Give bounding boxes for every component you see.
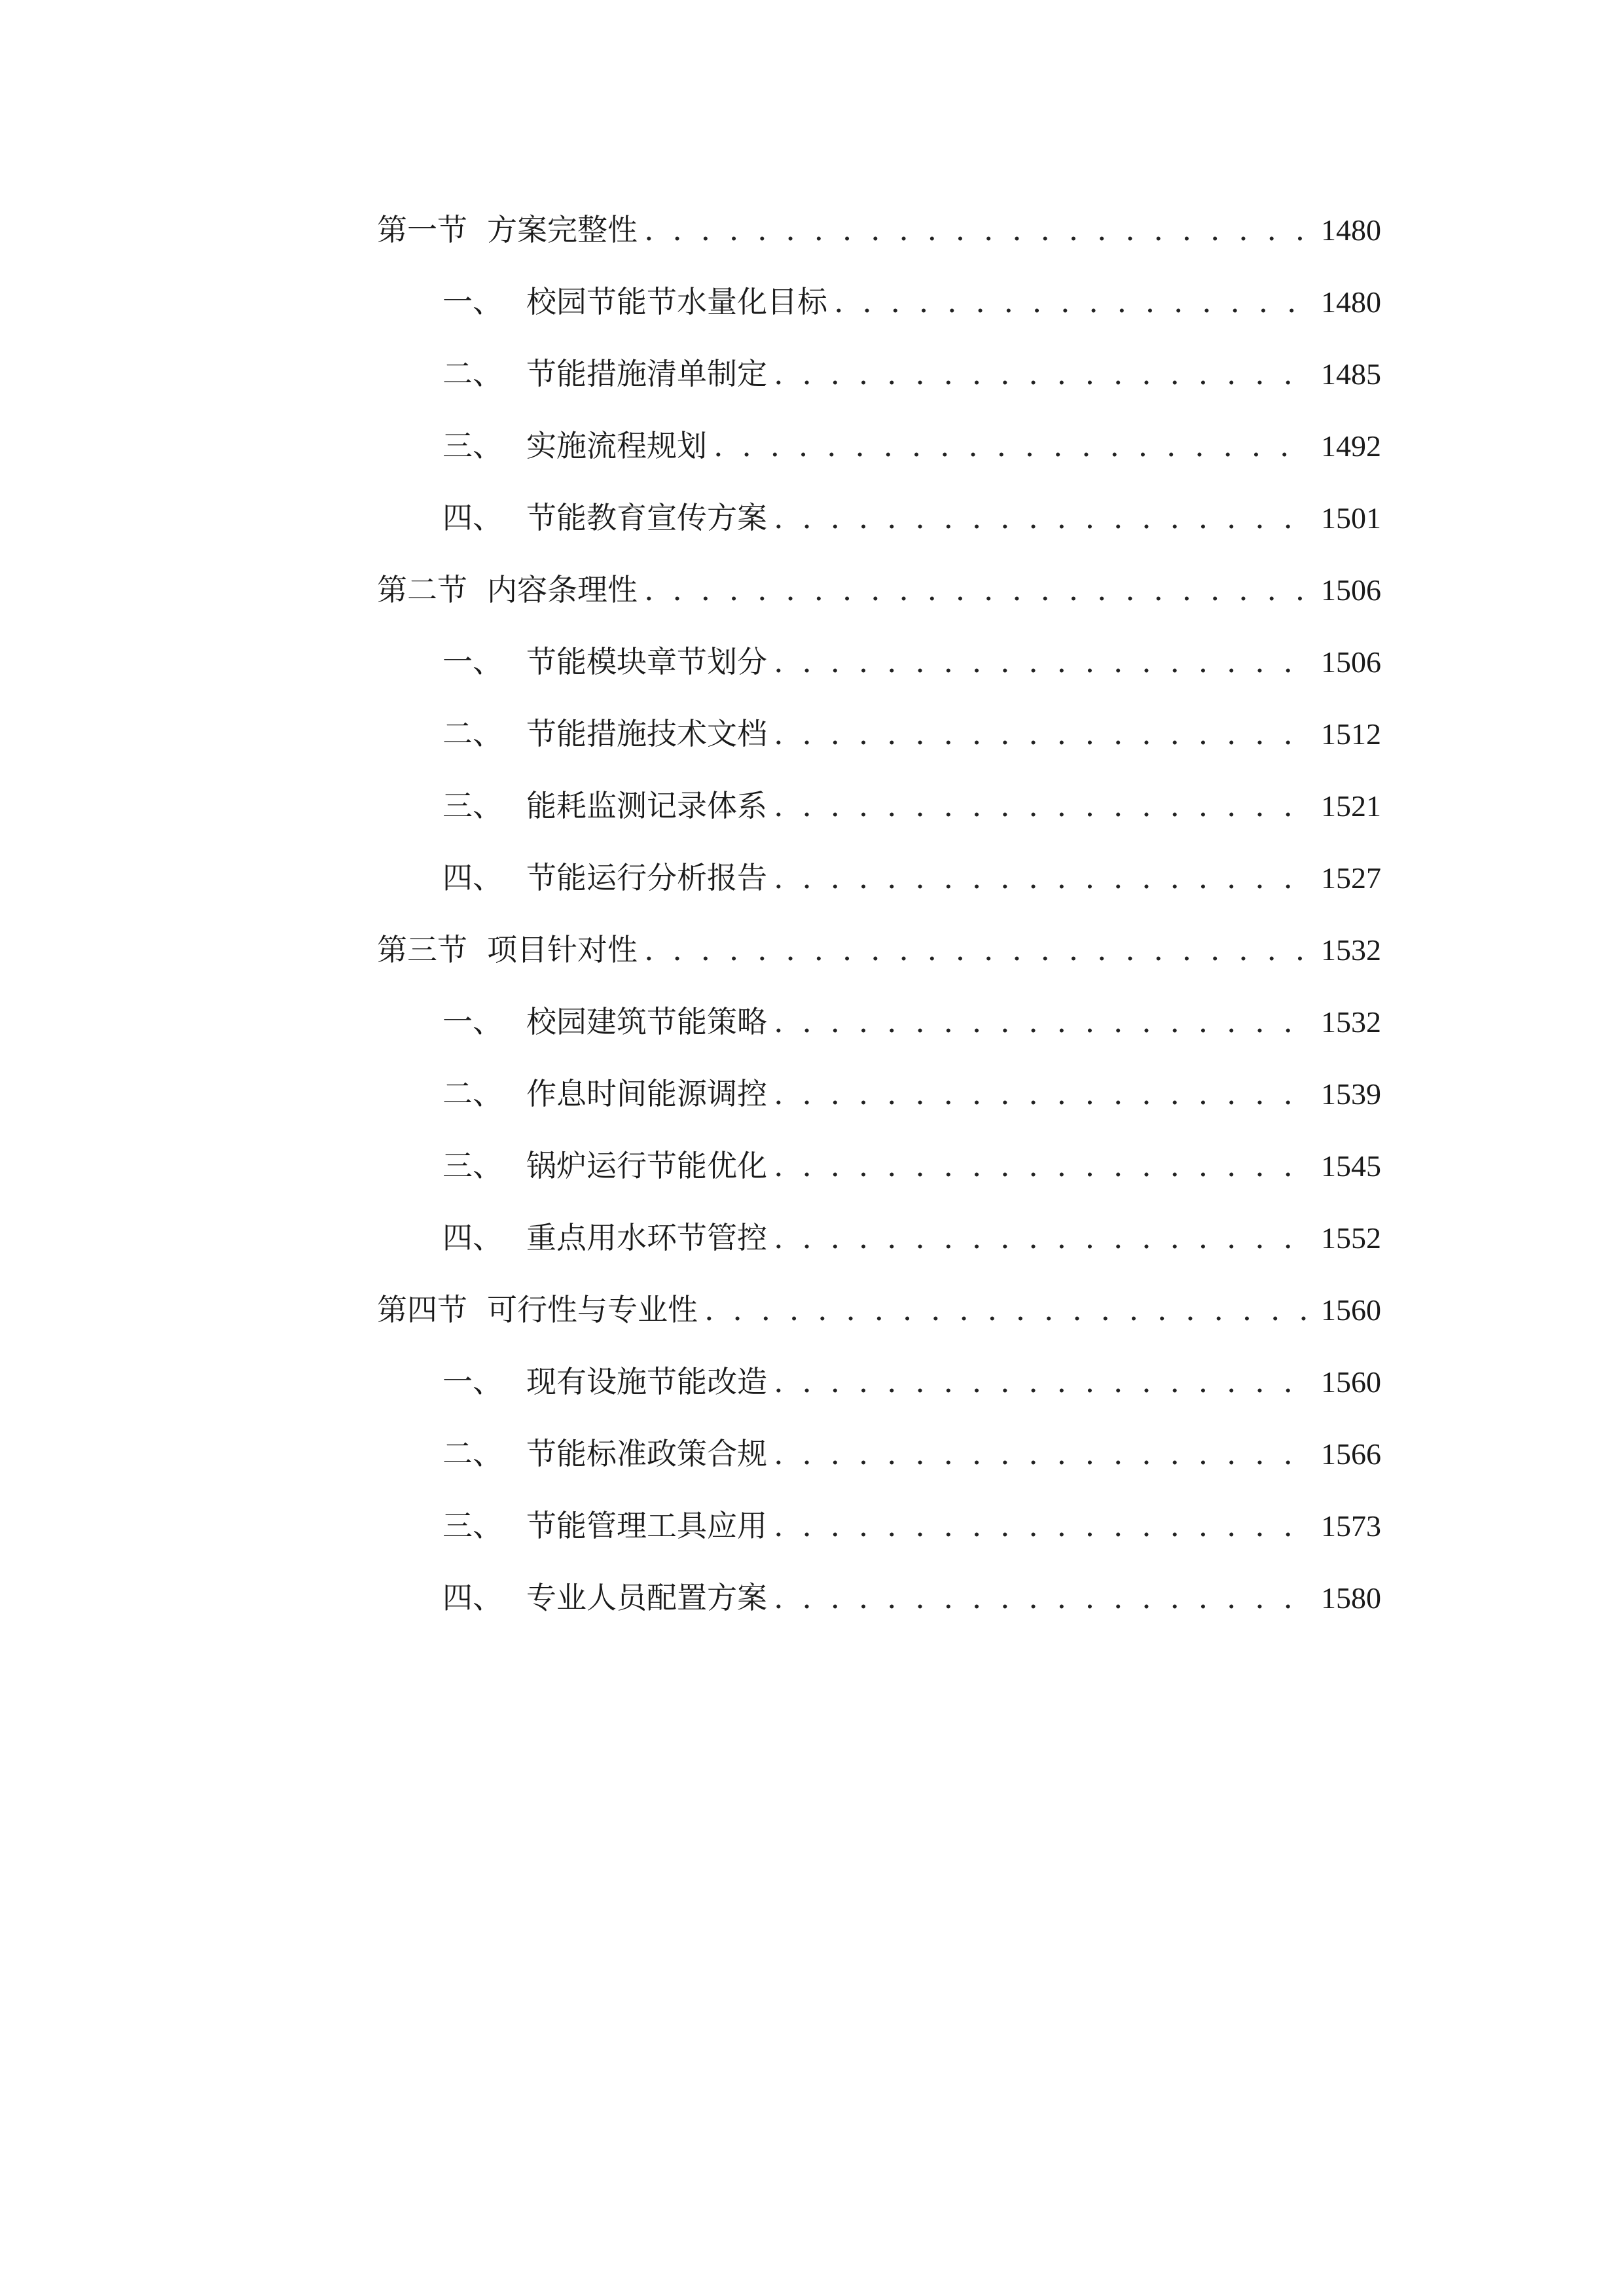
toc-title: 现有设施节能改造 (526, 1364, 767, 1399)
toc-section-1[interactable] (377, 194, 1381, 266)
toc-page-number: 1532 (1321, 933, 1381, 967)
toc-item-3-2[interactable] (377, 1058, 1381, 1130)
dot-leader (774, 1130, 1309, 1202)
toc-title: 内容条理性 (487, 572, 638, 607)
toc-item-3-1[interactable] (377, 986, 1381, 1058)
dot-leader (774, 338, 1309, 410)
toc-prefix: 第二节 (377, 572, 467, 607)
dot-leader (774, 1418, 1309, 1490)
dot-leader (774, 482, 1309, 554)
toc-prefix: 一、 (442, 284, 503, 319)
toc-item-1-1[interactable] (377, 266, 1381, 338)
toc-title: 锅炉运行节能优化 (526, 1148, 767, 1183)
toc-page-number: 1560 (1321, 1293, 1381, 1327)
dot-leader (704, 1274, 1309, 1346)
toc-prefix: 一、 (442, 644, 503, 679)
toc-item-4-1[interactable] (377, 1346, 1381, 1418)
toc-title: 节能管理工具应用 (526, 1508, 767, 1543)
toc-title: 重点用水环节管控 (526, 1220, 767, 1255)
toc-title: 方案完整性 (487, 212, 638, 247)
toc-item-3-3[interactable] (377, 1130, 1381, 1202)
toc-item-4-4[interactable] (377, 1562, 1381, 1634)
toc-page-number: 1485 (1321, 357, 1381, 391)
toc-prefix: 二、 (442, 1436, 503, 1471)
toc-prefix: 三、 (442, 428, 503, 463)
toc-title: 节能运行分析报告 (526, 860, 767, 895)
toc-title: 作息时间能源调控 (526, 1076, 767, 1111)
dot-leader (644, 914, 1309, 986)
toc-section-2[interactable] (377, 554, 1381, 626)
toc-title: 实施流程规划 (526, 428, 707, 463)
toc-prefix: 二、 (442, 356, 503, 391)
toc-prefix: 三、 (442, 1148, 503, 1183)
dot-leader (774, 1202, 1309, 1274)
toc-page-number: 1552 (1321, 1221, 1381, 1255)
toc-page-number: 1580 (1321, 1581, 1381, 1615)
toc-title: 节能模块章节划分 (526, 644, 767, 679)
dot-leader (774, 626, 1309, 698)
toc-prefix: 一、 (442, 1364, 503, 1399)
toc-prefix: 四、 (442, 860, 503, 895)
toc-item-2-4[interactable] (377, 842, 1381, 914)
toc-prefix: 二、 (442, 1076, 503, 1111)
toc-page-number: 1560 (1321, 1365, 1381, 1399)
toc-section-4[interactable] (377, 1274, 1381, 1346)
toc-prefix: 第三节 (377, 932, 467, 967)
toc-prefix: 三、 (442, 1508, 503, 1543)
toc-item-1-2[interactable] (377, 338, 1381, 410)
toc-prefix: 二、 (442, 716, 503, 751)
toc-item-2-2[interactable] (377, 698, 1381, 770)
toc-title: 校园节能节水量化目标 (526, 284, 827, 319)
toc-item-1-3[interactable] (377, 410, 1381, 482)
dot-leader (644, 194, 1309, 266)
dot-leader (774, 770, 1309, 842)
toc-page-number: 1480 (1321, 285, 1381, 319)
toc-title: 节能措施清单制定 (526, 356, 767, 391)
toc-page-number: 1506 (1321, 645, 1381, 679)
toc-prefix: 四、 (442, 500, 503, 535)
dot-leader (774, 1562, 1309, 1634)
dot-leader (774, 698, 1309, 770)
dot-leader (834, 266, 1309, 338)
toc-page-number: 1492 (1321, 429, 1381, 463)
toc-page-number: 1512 (1321, 717, 1381, 751)
dot-leader (713, 410, 1309, 482)
toc-page-number: 1506 (1321, 573, 1381, 607)
toc-section-3[interactable] (377, 914, 1381, 986)
toc-item-4-3[interactable] (377, 1490, 1381, 1562)
toc-prefix: 第一节 (377, 212, 467, 247)
toc-item-2-3[interactable] (377, 770, 1381, 842)
toc-item-1-4[interactable] (377, 482, 1381, 554)
toc-page-number: 1566 (1321, 1437, 1381, 1471)
toc-title: 节能教育宣传方案 (526, 500, 767, 535)
dot-leader (774, 1058, 1309, 1130)
table-of-contents (377, 194, 1381, 1634)
toc-prefix: 四、 (442, 1220, 503, 1255)
toc-title: 专业人员配置方案 (526, 1580, 767, 1615)
toc-item-2-1[interactable] (377, 626, 1381, 698)
toc-page-number: 1501 (1321, 501, 1381, 535)
dot-leader (774, 1490, 1309, 1562)
dot-leader (774, 842, 1309, 914)
dot-leader (774, 986, 1309, 1058)
toc-page-number: 1532 (1321, 1005, 1381, 1039)
toc-title: 项目针对性 (487, 932, 638, 967)
toc-page-number: 1480 (1321, 213, 1381, 247)
toc-item-4-2[interactable] (377, 1418, 1381, 1490)
toc-prefix: 一、 (442, 1004, 503, 1039)
toc-title: 节能措施技术文档 (526, 716, 767, 751)
toc-page-number: 1527 (1321, 861, 1381, 895)
toc-prefix: 四、 (442, 1580, 503, 1615)
toc-title: 可行性与专业性 (487, 1292, 698, 1327)
toc-page-number: 1539 (1321, 1077, 1381, 1111)
toc-page-number: 1545 (1321, 1149, 1381, 1183)
dot-leader (774, 1346, 1309, 1418)
toc-prefix: 第四节 (377, 1292, 467, 1327)
toc-title: 能耗监测记录体系 (526, 788, 767, 823)
toc-prefix: 三、 (442, 788, 503, 823)
toc-title: 校园建筑节能策略 (526, 1004, 767, 1039)
toc-page-number: 1521 (1321, 789, 1381, 823)
toc-title: 节能标准政策合规 (526, 1436, 767, 1471)
toc-page-number: 1573 (1321, 1509, 1381, 1543)
dot-leader (644, 554, 1309, 626)
toc-item-3-4[interactable] (377, 1202, 1381, 1274)
